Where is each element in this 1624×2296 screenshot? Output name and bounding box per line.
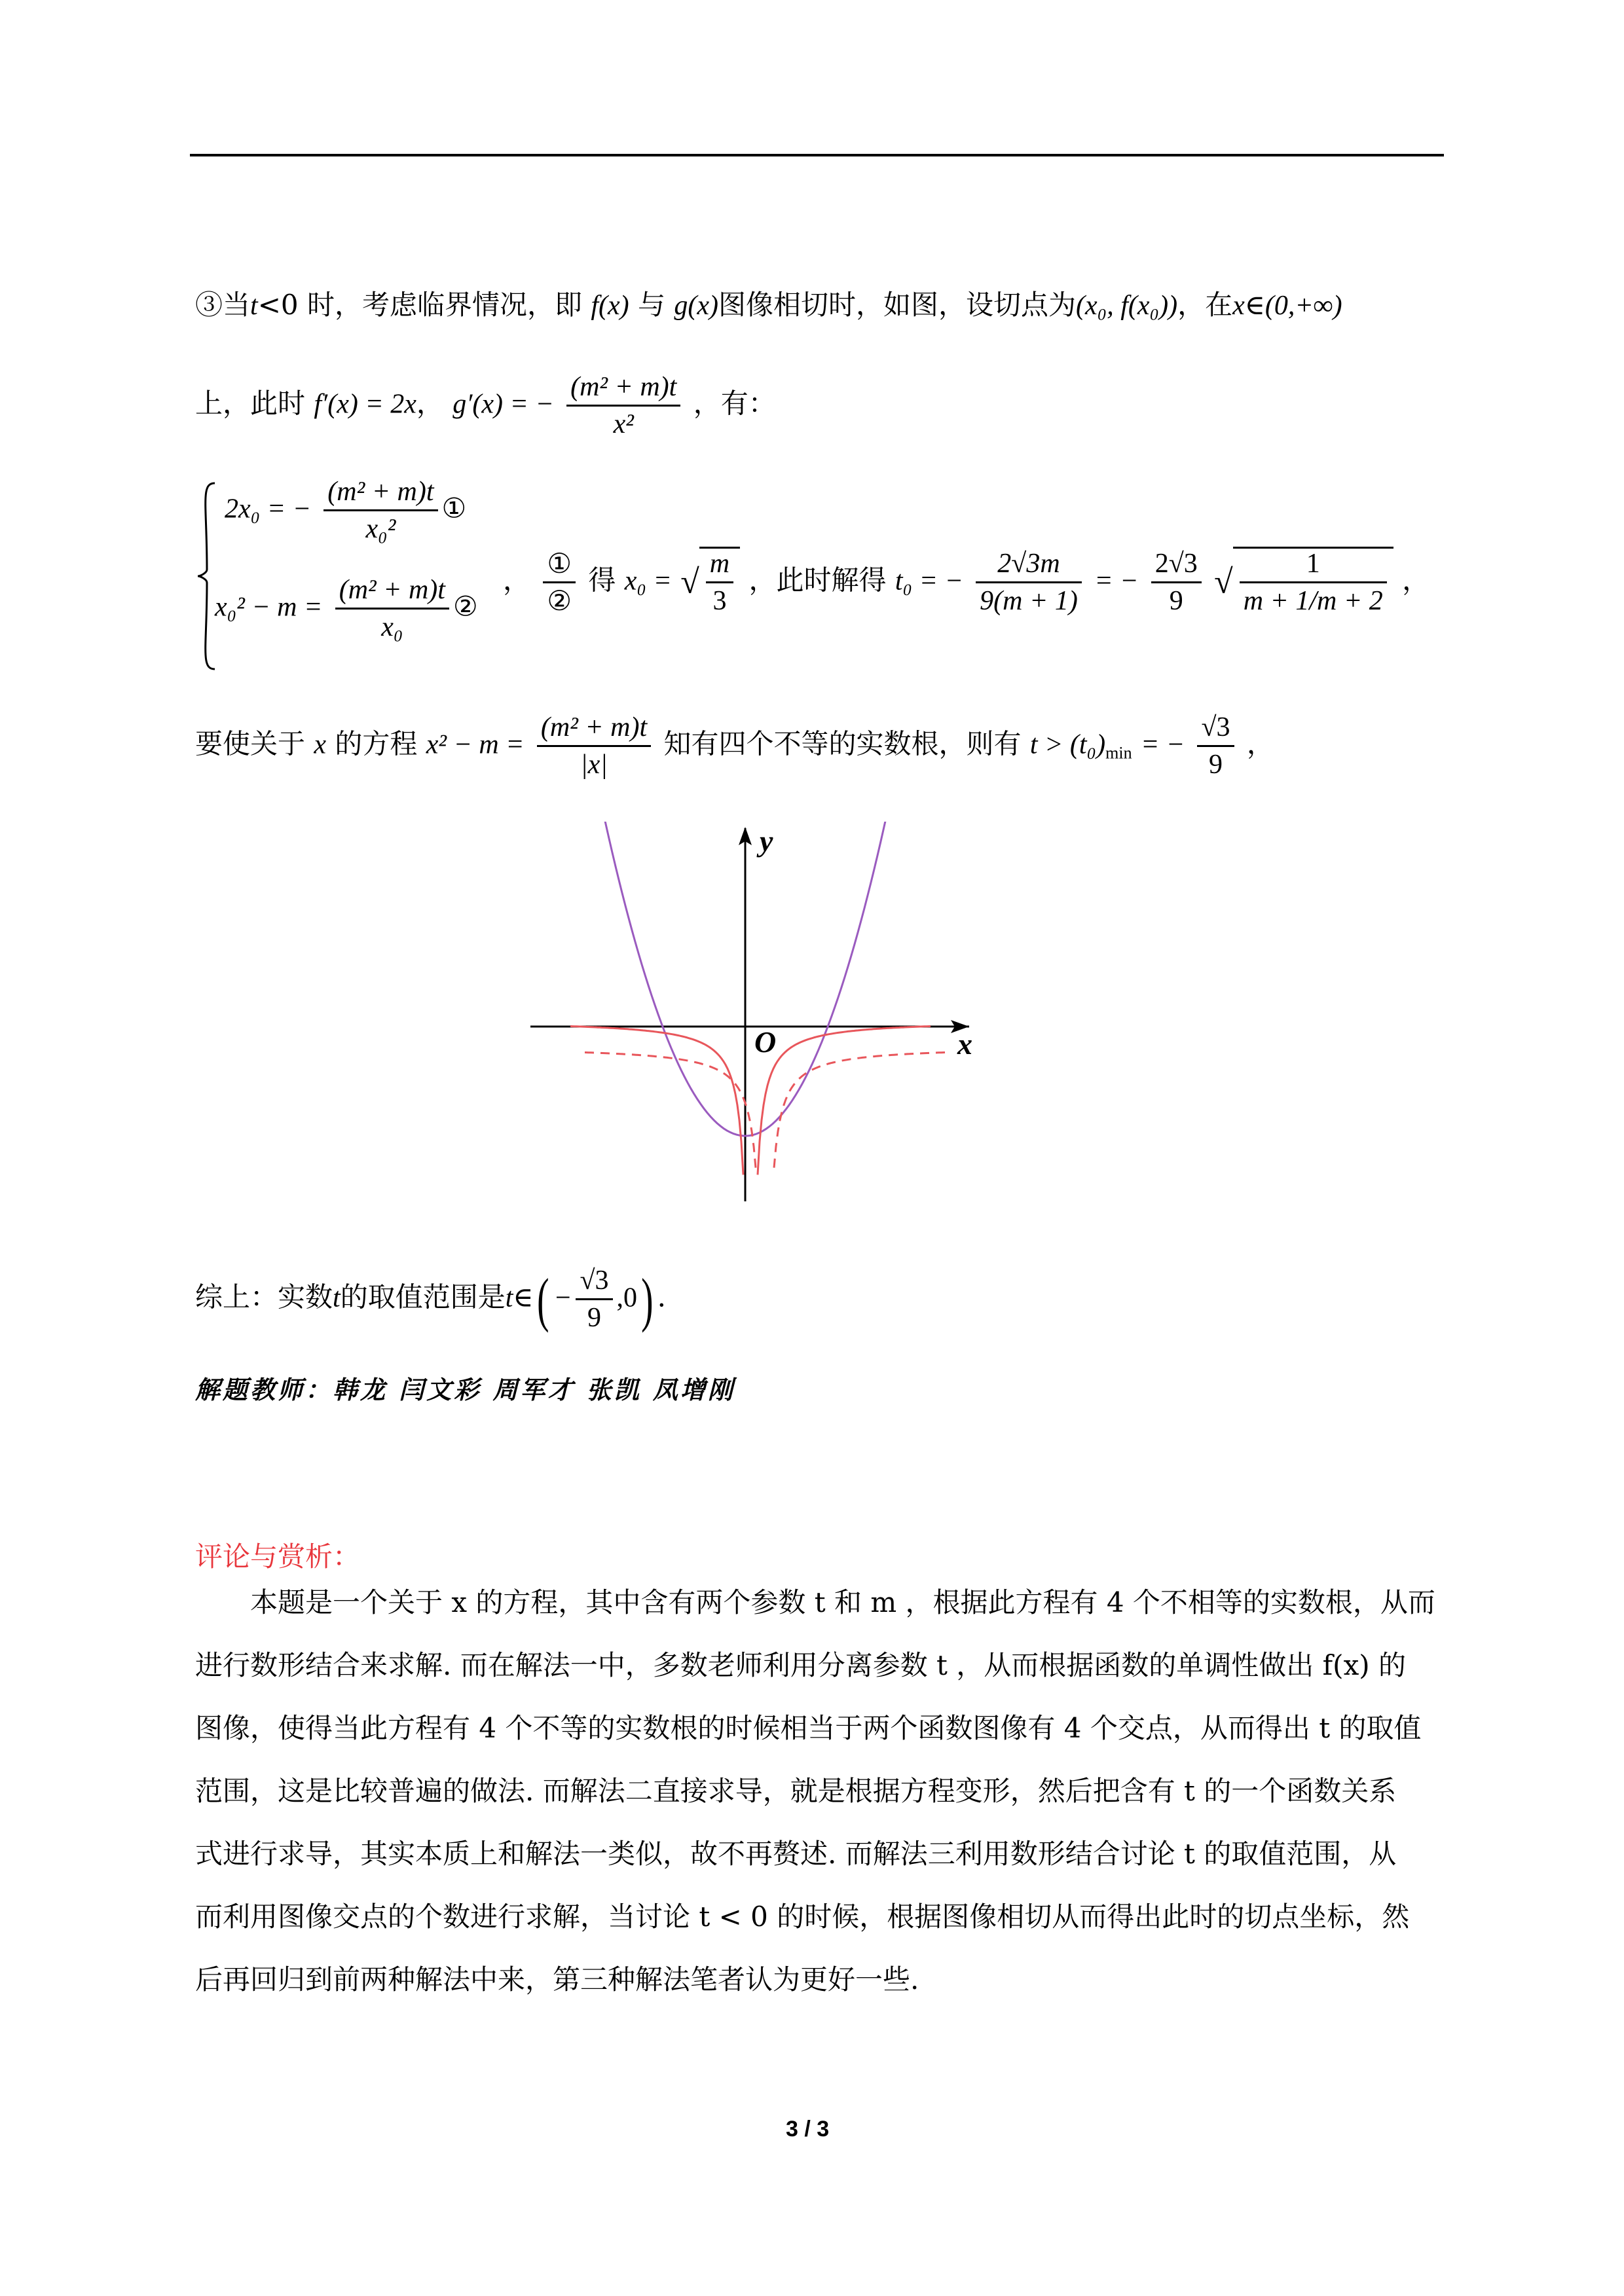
comment-line: 本题是一个关于 x 的方程，其中含有两个参数 t 和 m ，根据此方程有 4 个不相等的实数根，从而: [195, 1586, 1435, 1618]
gx-expr: g(x): [674, 291, 718, 321]
fx-expr: f(x): [591, 291, 629, 321]
inner-den: m + 1/m + 2: [1243, 586, 1383, 616]
comment-line: 范围，这是比较普遍的做法. 而解法二直接求导，就是根据方程变形，然后把含有 t 的一个函数关系: [195, 1775, 1397, 1807]
ratio-num: ①: [543, 550, 576, 583]
derivs-on: 上，此时: [195, 387, 306, 420]
solution-chain: ， $\frac{\text{①}}{\text{②}}$ 得 x₀ = √ $\frac{m}{3}$ ，此时解得 t₀ = − $\frac{2√3m}{9(m + 1)}$ = − $\frac{2√3}{9}$ √ $\frac{1}{m + 1/m + 2}$ ，: [503, 547, 1430, 617]
cond-x: x: [314, 729, 327, 760]
ratio-den: ②: [547, 585, 572, 617]
equation-1: [225, 478, 466, 543]
comment-body: [195, 1571, 1452, 2011]
g-prime-num: (m² + m)t: [566, 373, 680, 407]
conclusion-text: 综上：实数: [195, 1281, 333, 1313]
eq1-num: (m² + m)t: [323, 478, 437, 511]
cond-fraction: [537, 714, 651, 778]
t0-eq: t₀ = −: [895, 566, 963, 596]
eq1-tag: ①: [441, 492, 467, 524]
eq1-den: x₀²: [365, 514, 396, 544]
comment-line: 式进行求导，其实本质上和解法一类似，故不再赘述. 而解法三利用数形结合讨论 t 的取值范围，从: [195, 1838, 1397, 1870]
case3-lead: ③当: [195, 289, 251, 321]
parabola-curve: [576, 822, 917, 1136]
eq2-fraction: [335, 576, 449, 641]
conclusion-end: .: [657, 1281, 667, 1313]
solid-curve-left: [570, 1027, 743, 1175]
cond-min: min: [1105, 743, 1132, 763]
x0-sqrt-fraction: [706, 550, 733, 615]
case3-cond: <0 时，考虑临界情况，即: [257, 289, 582, 321]
dashed-curve-right: [774, 1053, 945, 1168]
cond-num: (m² + m)t: [537, 714, 651, 747]
dashed-curve-left: [585, 1053, 756, 1168]
case3-line: [195, 291, 1342, 319]
page-number: 3 / 3: [786, 2117, 830, 2141]
eq1-lhs: 2x₀ = −: [225, 494, 311, 524]
x0-sqrt-num: m: [706, 550, 733, 583]
eq2-lhs: x₀² − m =: [215, 592, 323, 623]
comment-line: 进行数形结合来求解. 而在解法一中，多数老师利用分离参数 t ，从而根据函数的单调性做出 f(x) 的: [195, 1649, 1406, 1681]
coef-num: 2√3: [1151, 550, 1202, 583]
case3-with: 与: [637, 289, 665, 321]
cond-ineq: t > (t₀): [1029, 729, 1106, 760]
conclusion-text2: 的取值范围是: [340, 1281, 506, 1313]
solve-text: ，此时解得: [748, 564, 887, 596]
comment-line: 而利用图像交点的个数进行求解，当讨论 t < 0 的时候，根据图像相切从而得出此时的切点坐标，然: [195, 1901, 1410, 1933]
var-t: t: [250, 291, 258, 321]
cond-result-num: √3: [1197, 714, 1234, 747]
cond-den: |x|: [580, 750, 608, 780]
teachers-line: 解题教师：韩龙 闫文彩 周军才 张凯 凤增刚: [195, 1375, 735, 1404]
ratio-fraction: [543, 547, 576, 617]
conclusion-den: 9: [587, 1303, 601, 1333]
x-axis-label: x: [957, 1027, 972, 1061]
system-end: ，: [1402, 564, 1430, 596]
f-prime-expr: f′(x) = 2x: [314, 389, 416, 420]
t0-den: 9(m + 1): [980, 586, 1078, 616]
eq2-tag: ②: [452, 590, 478, 623]
coef-den: 9: [1169, 586, 1183, 616]
header-rule: [190, 154, 1444, 156]
coef-fraction: [1151, 550, 1202, 615]
x0-eq: x₀ =: [624, 566, 672, 596]
comment-line: 后再回归到前两种解法中来，第三种解法笔者认为更好一些.: [195, 1963, 919, 1995]
case3-tail: 图像相切时，如图，设切点为: [718, 289, 1076, 321]
y-axis-label: y: [760, 824, 773, 858]
comment-line: 图像，使得当此方程有 4 个不等的实数根的时候相当于两个函数图像有 4 个交点，从而得出 t 的取值: [195, 1712, 1422, 1744]
t0-num: 2√3m: [976, 550, 1082, 583]
derivs-sep: ，: [416, 387, 444, 420]
g-prime-fraction: [566, 373, 680, 438]
condition-line: [195, 714, 1274, 778]
conclusion-line: 综上：实数t的取值范围是t∈( − $\frac{√3}{9}$ ,0) .: [195, 1266, 667, 1333]
conclusion-t: t: [333, 1283, 341, 1313]
solid-curve-right: [758, 1027, 931, 1175]
cond-lhs: x² − m =: [426, 729, 525, 760]
inner-fraction: [1240, 550, 1387, 615]
x0-sqrt-den: 3: [712, 586, 727, 616]
cond-end: ，: [1246, 727, 1274, 760]
comment-title: 评论与赏析：: [195, 1540, 361, 1573]
conclusion-tail: ,0: [616, 1283, 638, 1313]
tangent-point: (x₀, f(x₀)): [1075, 291, 1178, 321]
g-prime-lhs: g′(x) = −: [452, 389, 554, 420]
origin-label: O: [754, 1025, 777, 1059]
x0-sqrt: [699, 547, 740, 615]
cond-text2: 的方程: [335, 727, 418, 760]
cond-text3: 知有四个不等的实数根，则有: [663, 727, 1022, 760]
g-prime-den: x²: [613, 409, 634, 439]
eq2-num: (m² + m)t: [335, 576, 449, 610]
conclusion-in: t∈: [505, 1283, 534, 1313]
inner-num: 1: [1240, 550, 1387, 583]
get-text: 得: [588, 564, 616, 596]
domain-expr: x∈(0,+∞): [1232, 291, 1342, 321]
inner-sqrt: [1233, 547, 1393, 615]
conclusion-num: √3: [576, 1267, 612, 1300]
case3-comma: ，在: [1177, 289, 1233, 321]
t0-eq2: = −: [1094, 566, 1139, 596]
eq1-fraction: [323, 478, 437, 543]
function-graph: [517, 822, 989, 1214]
cond-result-fraction: [1197, 714, 1234, 778]
derivative-line: [195, 373, 776, 438]
cond-eq: = −: [1140, 729, 1185, 760]
conclusion-fraction: [576, 1267, 612, 1332]
cond-text1: 要使关于: [195, 727, 306, 760]
derivs-tail: ，有：: [693, 387, 776, 420]
cond-result-den: 9: [1209, 750, 1223, 780]
t0-fraction: [976, 550, 1082, 615]
equation-2: [215, 576, 478, 641]
eq2-den: x₀: [381, 612, 403, 642]
